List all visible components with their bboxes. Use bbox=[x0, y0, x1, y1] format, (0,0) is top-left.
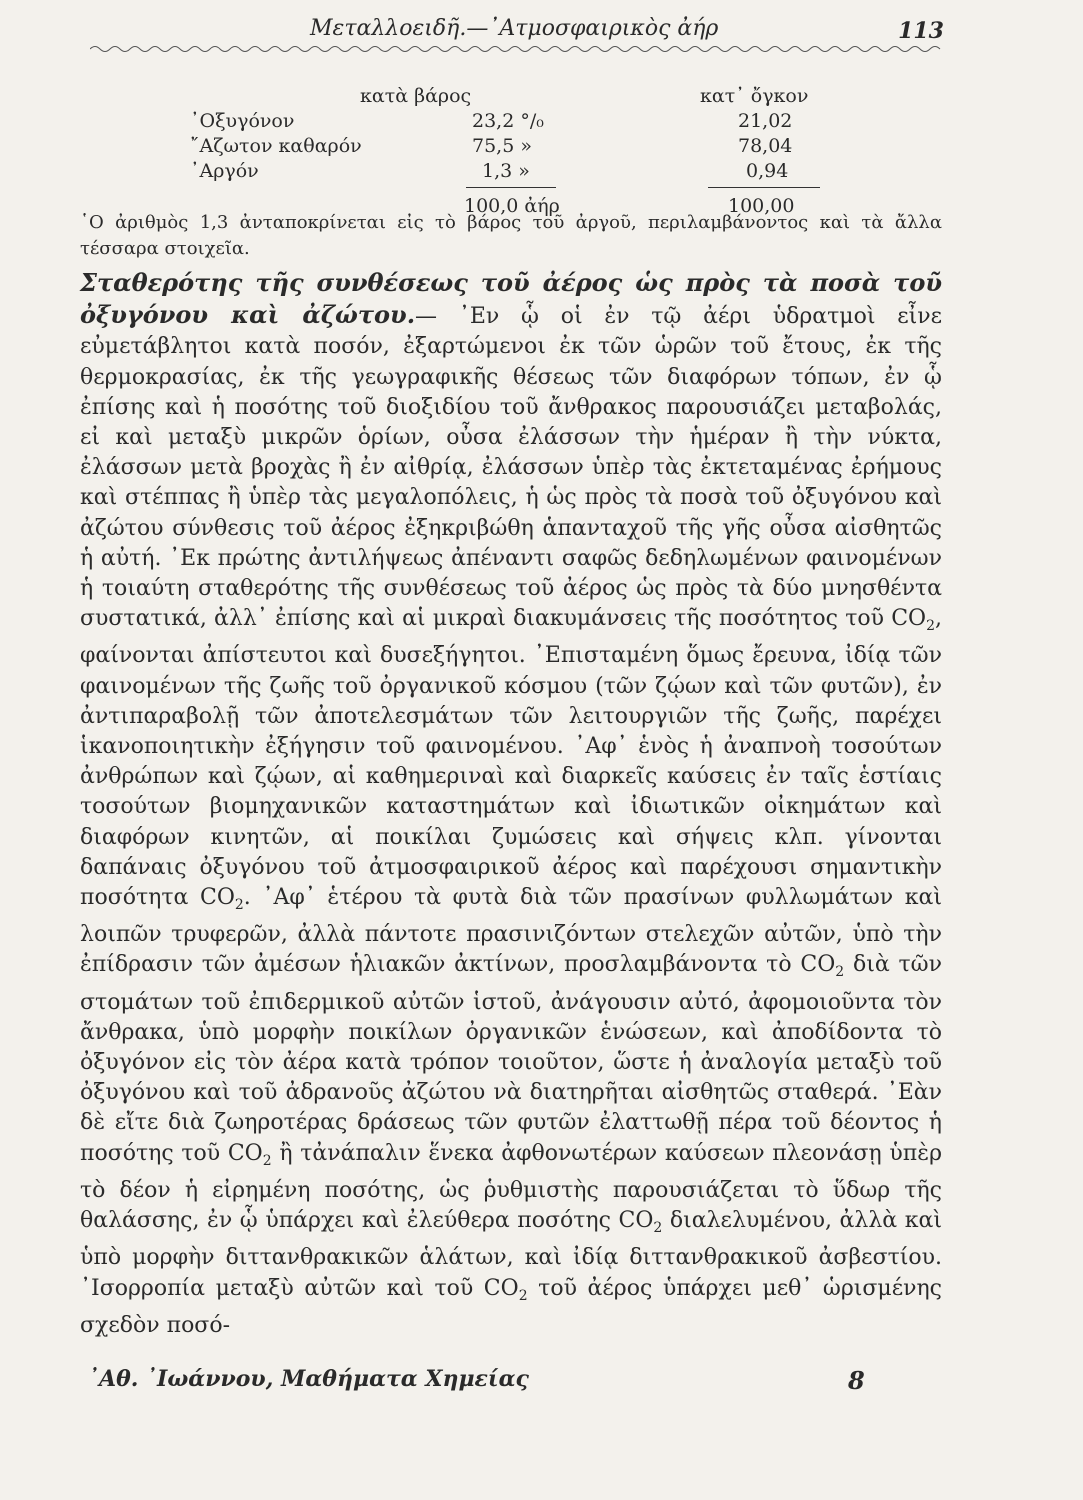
running-title: Μεταλλοειδῆ.—᾿Ατμοσφαιρικὸς ἀήρ bbox=[310, 16, 719, 41]
paragraph bbox=[80, 268, 942, 1341]
heading-dash: — bbox=[415, 304, 459, 330]
row-weight: 1,3 » bbox=[482, 160, 530, 182]
table-footnote: ῾Ο ἀριθμὸς 1,3 ἀνταποκρίνεται εἰς τὸ βάρος τοῦ ἀργοῦ, περιλαμβάνοντος καὶ τὰ ἄλλα τέσσαρα στοιχεῖα. bbox=[80, 212, 942, 259]
subscript: 2 bbox=[518, 1287, 528, 1304]
signature-mark: 8 bbox=[848, 1366, 865, 1395]
book-page bbox=[80, 14, 944, 1338]
page-footer bbox=[88, 1366, 948, 1406]
text-run: τοῦ ἀέρος ὑπάρχει μεθ᾿ ὡρισμένης σχεδὸν ποσό- bbox=[80, 1275, 943, 1338]
row-name: ᾿Αργόν bbox=[190, 160, 259, 182]
subscript: 2 bbox=[835, 964, 845, 981]
row-volume: 21,02 bbox=[738, 110, 793, 132]
sum-rule-weight bbox=[466, 187, 556, 188]
subscript: 2 bbox=[653, 1220, 663, 1237]
text-run: , φαίνονται ἀπίστευτοι καὶ δυσεξήγητοι. ᾿Επισταμένη ὅμως ἔρευνα, ἰδίᾳ τῶν φαινομένων τῆς ζωῆς τοῦ ὀργανικοῦ κόσμου (τῶν ζῴων καὶ τῶν φυτῶν), ἐν ἀντιπαραβολῇ τῶν ἀποτελεσμάτων τῶν λειτουργιῶν τῆς ζωῆς, παρέχει ἱκανοποιητικὴν ἐξήγησιν τοῦ φαινομένου. ᾿Αφ᾿ ἑνὸς ἡ ἀναπνοὴ τοσούτων ἀνθρώπων καὶ ζῴων, αἱ καθημεριναὶ καὶ διαρκεῖς καύσεις ἐν ταῖς ἑστίαις τοσούτων βιομηχανικῶν καταστημάτων καὶ ἰδιωτικῶν οἰκημάτων καὶ διαφόρων κινητῶν, αἱ ποικίλαι ζυμώσεις καὶ σήψεις κλπ. γίνονται δαπάναις ὀξυγόνου τοῦ ἀτμοσφαιρικοῦ ἀέρος καὶ παρέχουσι σημαντικὴν ποσότητα CO bbox=[80, 606, 942, 911]
running-head bbox=[80, 14, 942, 48]
sum-rule-volume bbox=[708, 187, 820, 188]
row-volume: 78,04 bbox=[738, 135, 793, 157]
row-volume: 0,94 bbox=[746, 160, 789, 182]
row-name: ῎Αζωτον καθαρόν bbox=[190, 135, 362, 157]
column-header-weight: κατὰ βάρος bbox=[360, 85, 472, 107]
footer-title: ᾿Αθ. ᾿Ιωάννου, Μαθήματα Χημείας bbox=[88, 1366, 529, 1392]
total-weight: 100,0 ἀήρ bbox=[464, 195, 560, 217]
text-run: ᾿Εν ᾧ οἱ ἐν τῷ ἀέρι ὑδρατμοὶ εἶνε εὐμετάβλητοι κατὰ ποσόν, ἐξαρτώμενοι ἐκ τῶν ὡρῶν τοῦ ἔτους, ἐκ τῆς θερμοκρασίας, ἐκ τῆς γεωγραφικῆς θέσεως τῶν διαφόρων τόπων, ἐν ᾧ ἐπίσης καὶ ἡ ποσότης τοῦ διοξιδίου τοῦ ἄνθρακος παρουσιάζει μεταβολάς, εἰ καὶ μεταξὺ μικρῶν ὁρίων, οὖσα ἐλάσσων τὴν ἡμέραν ἢ τὴν νύκτα, ἐλάσσων μετὰ βροχὰς ἢ ἐν αἰθρίᾳ, ἐλάσσων ὑπὲρ τὰς ἐκτεταμένας ἐρήμους καὶ στέππας ἢ ὑπὲρ τὰς μεγαλοπόλεις, ἡ ὡς πρὸς τὰ ποσὰ τοῦ ὀξυγόνου καὶ ἀζώτου σύνθεσις τοῦ ἀέρος ἐξηκριβώθη ἁπανταχοῦ τῆς γῆς οὖσα αἰσθητῶς ἡ αὐτή. ᾿Εκ πρώτης ἀντιλήψεως ἀπέναντι σαφῶς δεδηλωμένων φαινομένων ἡ τοιαύτη σταθερότης τῆς συνθέσεως τοῦ ἀέρος ὡς πρὸς τὰ δύο μνησθέντα συστατικά, ἀλλ᾿ ἐπίσης καὶ αἱ μικραὶ διακυμάνσεις τῆς ποσότητος τοῦ CO bbox=[80, 304, 942, 632]
page-number: 113 bbox=[898, 18, 944, 44]
total-volume: 100,00 bbox=[728, 195, 795, 217]
text-run: διὰ τῶν στομάτων τοῦ ἐπιδερμικοῦ αὐτῶν ἱστοῦ, ἀνάγουσιν αὐτό, ἀφομοιοῦντα τὸν ἄνθρακα, ὑπὸ μορφὴν ποικίλων ὀργανικῶν ἑνώσεων, καὶ ἀποδίδοντα τὸ ὀξυγόνον εἰς τὸν ἀέρα κατὰ τρόπον τοιοῦτον, ὥστε ἡ ἀναλογία μεταξὺ τοῦ ὀξυγόνου καὶ τοῦ ἀδρανοῦς ἀζώτου νὰ διατηρῆται αἰσθητῶς σταθερά. ᾿Εὰν δὲ εἴτε διὰ ζωηροτέρας δράσεως τῶν φυτῶν ἐλαττωθῇ πέρα τοῦ δέοντος ἡ ποσότης τοῦ CO bbox=[80, 952, 942, 1166]
text-run: διαλελυμένου, ἀλλὰ καὶ ὑπὸ μορφὴν διττανθρακικῶν ἁλάτων, καὶ ἰδίᾳ διττανθρακικοῦ ἀσβεστίου. ᾿Ισορροπία μεταξὺ αὐτῶν καὶ τοῦ CO bbox=[80, 1208, 942, 1301]
subscript: 2 bbox=[262, 1152, 272, 1169]
subscript: 2 bbox=[234, 897, 244, 914]
text-run: . ᾿Αφ᾿ ἑτέρου τὰ φυτὰ διὰ τῶν πρασίνων φυλλωμάτων καὶ λοιπῶν τρυφερῶν, ἀλλὰ πάντοτε πρασινιζόντων στελεχῶν αὐτῶν, ὑπὸ τὴν ἐπίδρασιν τῶν ἀμέσων ἡλιακῶν ἀκτίνων, προσλαμβάνοντα τὸ CO bbox=[80, 885, 942, 978]
row-name: ᾿Οξυγόνον bbox=[190, 110, 295, 132]
row-weight: 23,2 °/₀ bbox=[472, 110, 544, 132]
row-weight: 75,5 » bbox=[472, 135, 532, 157]
subscript: 2 bbox=[926, 618, 935, 635]
column-header-volume: κατ᾿ ὄγκον bbox=[700, 85, 809, 107]
section-heading: Σταθερότης τῆς συνθέσεως τοῦ ἀέρος ὡς πρὸς τὰ ποσὰ τοῦ ὀξυγόνου καὶ ἀζώτου. bbox=[80, 268, 942, 330]
wavy-rule-ornament bbox=[90, 44, 942, 54]
body-text bbox=[80, 210, 942, 1341]
text-run: ἢ τἀνάπαλιν ἕνεκα ἀφθονωτέρων καύσεων πλεονάσῃ ὑπὲρ τὸ δέον ἡ εἰρημένη ποσότης, ὡς ῥυθμιστὴς παρουσιάζεται τὸ ὕδωρ τῆς θαλάσσης, ἐν ᾧ ὑπάρχει καὶ ἐλεύθερα ποσότης CO bbox=[80, 1140, 943, 1234]
